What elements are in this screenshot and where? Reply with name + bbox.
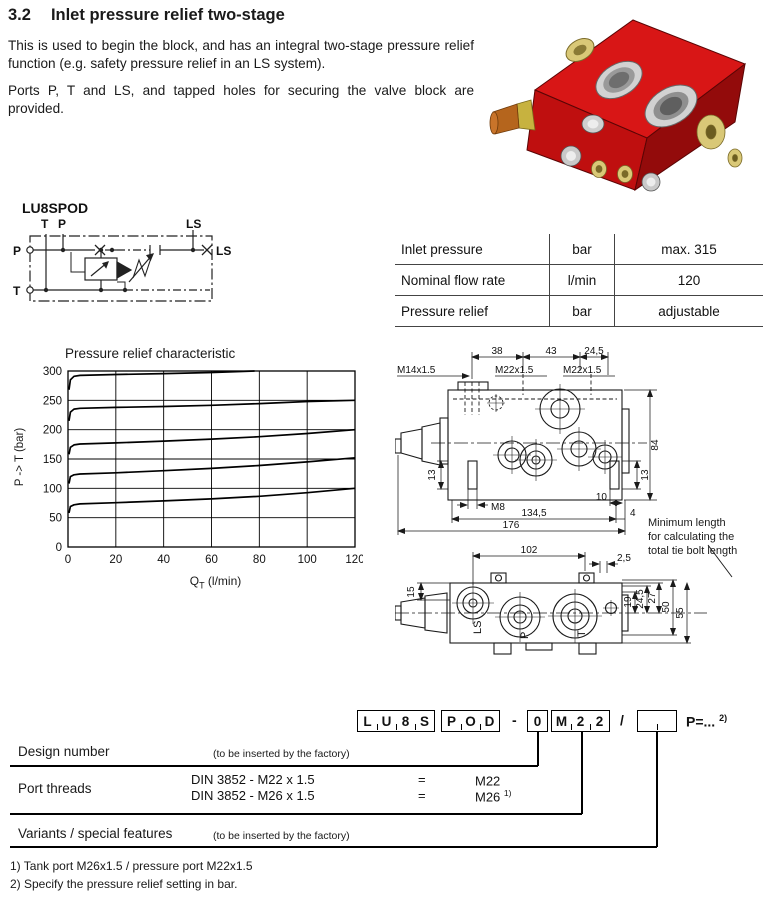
intro-paragraph-1: This is used to begin the block, and has an integral two-stage pressure relief function (e.g. safety pressure relief in an LS system). <box>8 38 474 71</box>
svg-text:M22x1.5: M22x1.5 <box>495 365 534 376</box>
spec-table <box>395 234 763 327</box>
section-number: 3.2 <box>8 6 31 24</box>
thread-option-row: DIN 3852 - M22 x 1.5 = M22 <box>191 772 501 789</box>
dimension-labels <box>406 545 686 639</box>
block-outline <box>395 573 628 654</box>
schematic-label-left-p: P <box>13 244 22 258</box>
code-cell: D <box>484 713 495 729</box>
variants-label: Variants / special features <box>18 826 173 841</box>
spec-param: Inlet pressure <box>401 241 483 257</box>
svg-text:19: 19 <box>623 596 634 608</box>
spec-unit: bar <box>549 234 615 264</box>
order-code-design-box <box>527 710 548 732</box>
code-dash: - <box>512 712 517 728</box>
pressure-setting-suffix: P=... $^{2)}$ <box>686 713 728 730</box>
code-cell: L <box>358 711 377 731</box>
code-cell: U <box>377 711 396 731</box>
svg-text:0: 0 <box>64 554 72 566</box>
svg-text:T: T <box>576 630 588 637</box>
port-threads-label: Port threads <box>18 781 92 796</box>
schematic-label-right-ls: LS <box>216 244 232 258</box>
svg-text:150: 150 <box>42 454 62 466</box>
order-code-thread-box <box>551 710 610 732</box>
pressure-relief-chart <box>14 346 368 591</box>
svg-text:15: 15 <box>406 586 417 598</box>
order-code-function-box <box>441 710 500 732</box>
connector-variants <box>656 732 658 847</box>
svg-text:176: 176 <box>502 520 520 531</box>
code-cell: P <box>442 711 461 731</box>
model-code: LU8SPOD <box>22 200 89 216</box>
schematic-label-top-t: T <box>41 217 49 231</box>
product-photo-valve-block <box>483 4 763 194</box>
tie-bolt-note: Minimum length for calculating the total tie bolt length <box>648 517 738 557</box>
table-row <box>395 234 763 265</box>
variants-note: (to be inserted by the factory) <box>213 830 350 842</box>
rule-port-threads <box>10 813 582 815</box>
svg-text:84: 84 <box>650 439 661 451</box>
spec-unit: bar <box>549 296 615 326</box>
svg-text:24,5: 24,5 <box>584 346 604 357</box>
code-slash: / <box>620 712 624 728</box>
dimension-drawing-top-view <box>395 343 763 543</box>
schematic-label-top-ls: LS <box>186 217 202 231</box>
schematic-label-left-t: T <box>13 284 21 298</box>
design-number-note: (to be inserted by the factory) <box>213 748 350 760</box>
svg-text:M22x1.5: M22x1.5 <box>563 365 602 376</box>
svg-text:LS: LS <box>472 620 484 634</box>
spec-value: adjustable <box>658 303 720 319</box>
svg-text:200: 200 <box>42 424 62 437</box>
rule-design-number <box>10 765 538 767</box>
svg-text:10: 10 <box>595 492 607 503</box>
code-cell: S <box>419 713 429 729</box>
svg-text:60: 60 <box>205 554 218 566</box>
svg-text:134,5: 134,5 <box>521 508 547 519</box>
svg-text:50: 50 <box>661 601 672 613</box>
code-cell <box>638 711 657 731</box>
svg-text:13: 13 <box>427 469 438 481</box>
order-code-variant-box <box>637 710 677 732</box>
hydraulic-schematic <box>5 214 240 314</box>
spec-param: Nominal flow rate <box>401 272 506 288</box>
svg-text:300: 300 <box>42 366 62 378</box>
port-thread-options <box>191 772 551 804</box>
adjustment-knob <box>490 100 535 134</box>
relief-valve-symbol <box>85 254 153 282</box>
svg-text:250: 250 <box>42 395 62 408</box>
connector-port-threads <box>581 732 583 814</box>
spec-value: 120 <box>677 272 701 288</box>
dimension-drawing-side-view <box>395 540 763 698</box>
flow-lines <box>30 230 210 290</box>
svg-text:20: 20 <box>109 554 123 566</box>
svg-text:2,5: 2,5 <box>617 553 631 564</box>
order-code-model-box <box>357 710 435 732</box>
svg-text:27: 27 <box>647 592 658 604</box>
spec-unit: l/min <box>549 265 615 295</box>
svg-text:43: 43 <box>545 346 557 357</box>
footnote-2: 2) Specify the pressure relief setting in bar. <box>10 877 238 891</box>
svg-text:M8: M8 <box>491 502 505 513</box>
spec-param: Pressure relief <box>401 303 489 319</box>
junction-dots <box>27 247 195 293</box>
chart-y-axis-label: P -> T (bar) <box>14 427 26 487</box>
svg-text:100: 100 <box>42 483 62 496</box>
code-cell: O <box>461 711 480 731</box>
footnote-1: 1) Tank port M26x1.5 / pressure port M22x1.5 <box>10 859 253 873</box>
crosshair-lines <box>487 384 622 481</box>
svg-text:24,5: 24,5 <box>635 589 646 609</box>
svg-text:40: 40 <box>157 554 171 566</box>
section-title: Inlet pressure relief two-stage <box>50 6 285 24</box>
svg-text:P: P <box>519 631 531 639</box>
spec-value: max. 315 <box>661 241 717 257</box>
svg-text:100: 100 <box>297 554 317 566</box>
intro-text <box>8 37 474 127</box>
code-cell: 2 <box>571 711 590 731</box>
svg-text:0: 0 <box>55 542 62 554</box>
svg-text:4: 4 <box>630 508 636 519</box>
code-cell: M <box>552 711 571 731</box>
schematic-label-top-p: P <box>58 217 67 231</box>
intro-paragraph-2: Ports P, T and LS, and tapped holes for securing the valve block are provided. <box>8 82 474 116</box>
svg-text:120: 120 <box>345 554 363 566</box>
page-title <box>8 6 285 25</box>
svg-text:102: 102 <box>520 545 538 556</box>
svg-text:80: 80 <box>252 554 266 566</box>
valve-block-body <box>527 20 745 190</box>
table-row <box>395 296 763 327</box>
chart-plot-area <box>28 365 363 571</box>
code-cell: 2 <box>595 713 604 729</box>
svg-text:50: 50 <box>49 512 62 525</box>
svg-text:55: 55 <box>675 607 686 619</box>
chart-title: Pressure relief characteristic <box>65 346 236 361</box>
svg-text:M14x1.5: M14x1.5 <box>397 365 436 376</box>
svg-text:38: 38 <box>491 346 503 357</box>
chart-x-axis-label: $Q_T$ (l/min) <box>189 574 242 591</box>
connector-design-number <box>537 732 539 766</box>
code-cell: 0 <box>533 713 542 729</box>
code-cell: 8 <box>396 711 415 731</box>
svg-text:13: 13 <box>640 469 651 481</box>
table-row <box>395 265 763 296</box>
design-number-label: Design number <box>18 744 110 759</box>
thread-option-row: DIN 3852 - M26 x 1.5 = M26 $^{1)}$ <box>191 788 512 805</box>
order-code <box>0 710 763 734</box>
code-cell <box>657 711 676 731</box>
rule-variants <box>10 846 657 848</box>
